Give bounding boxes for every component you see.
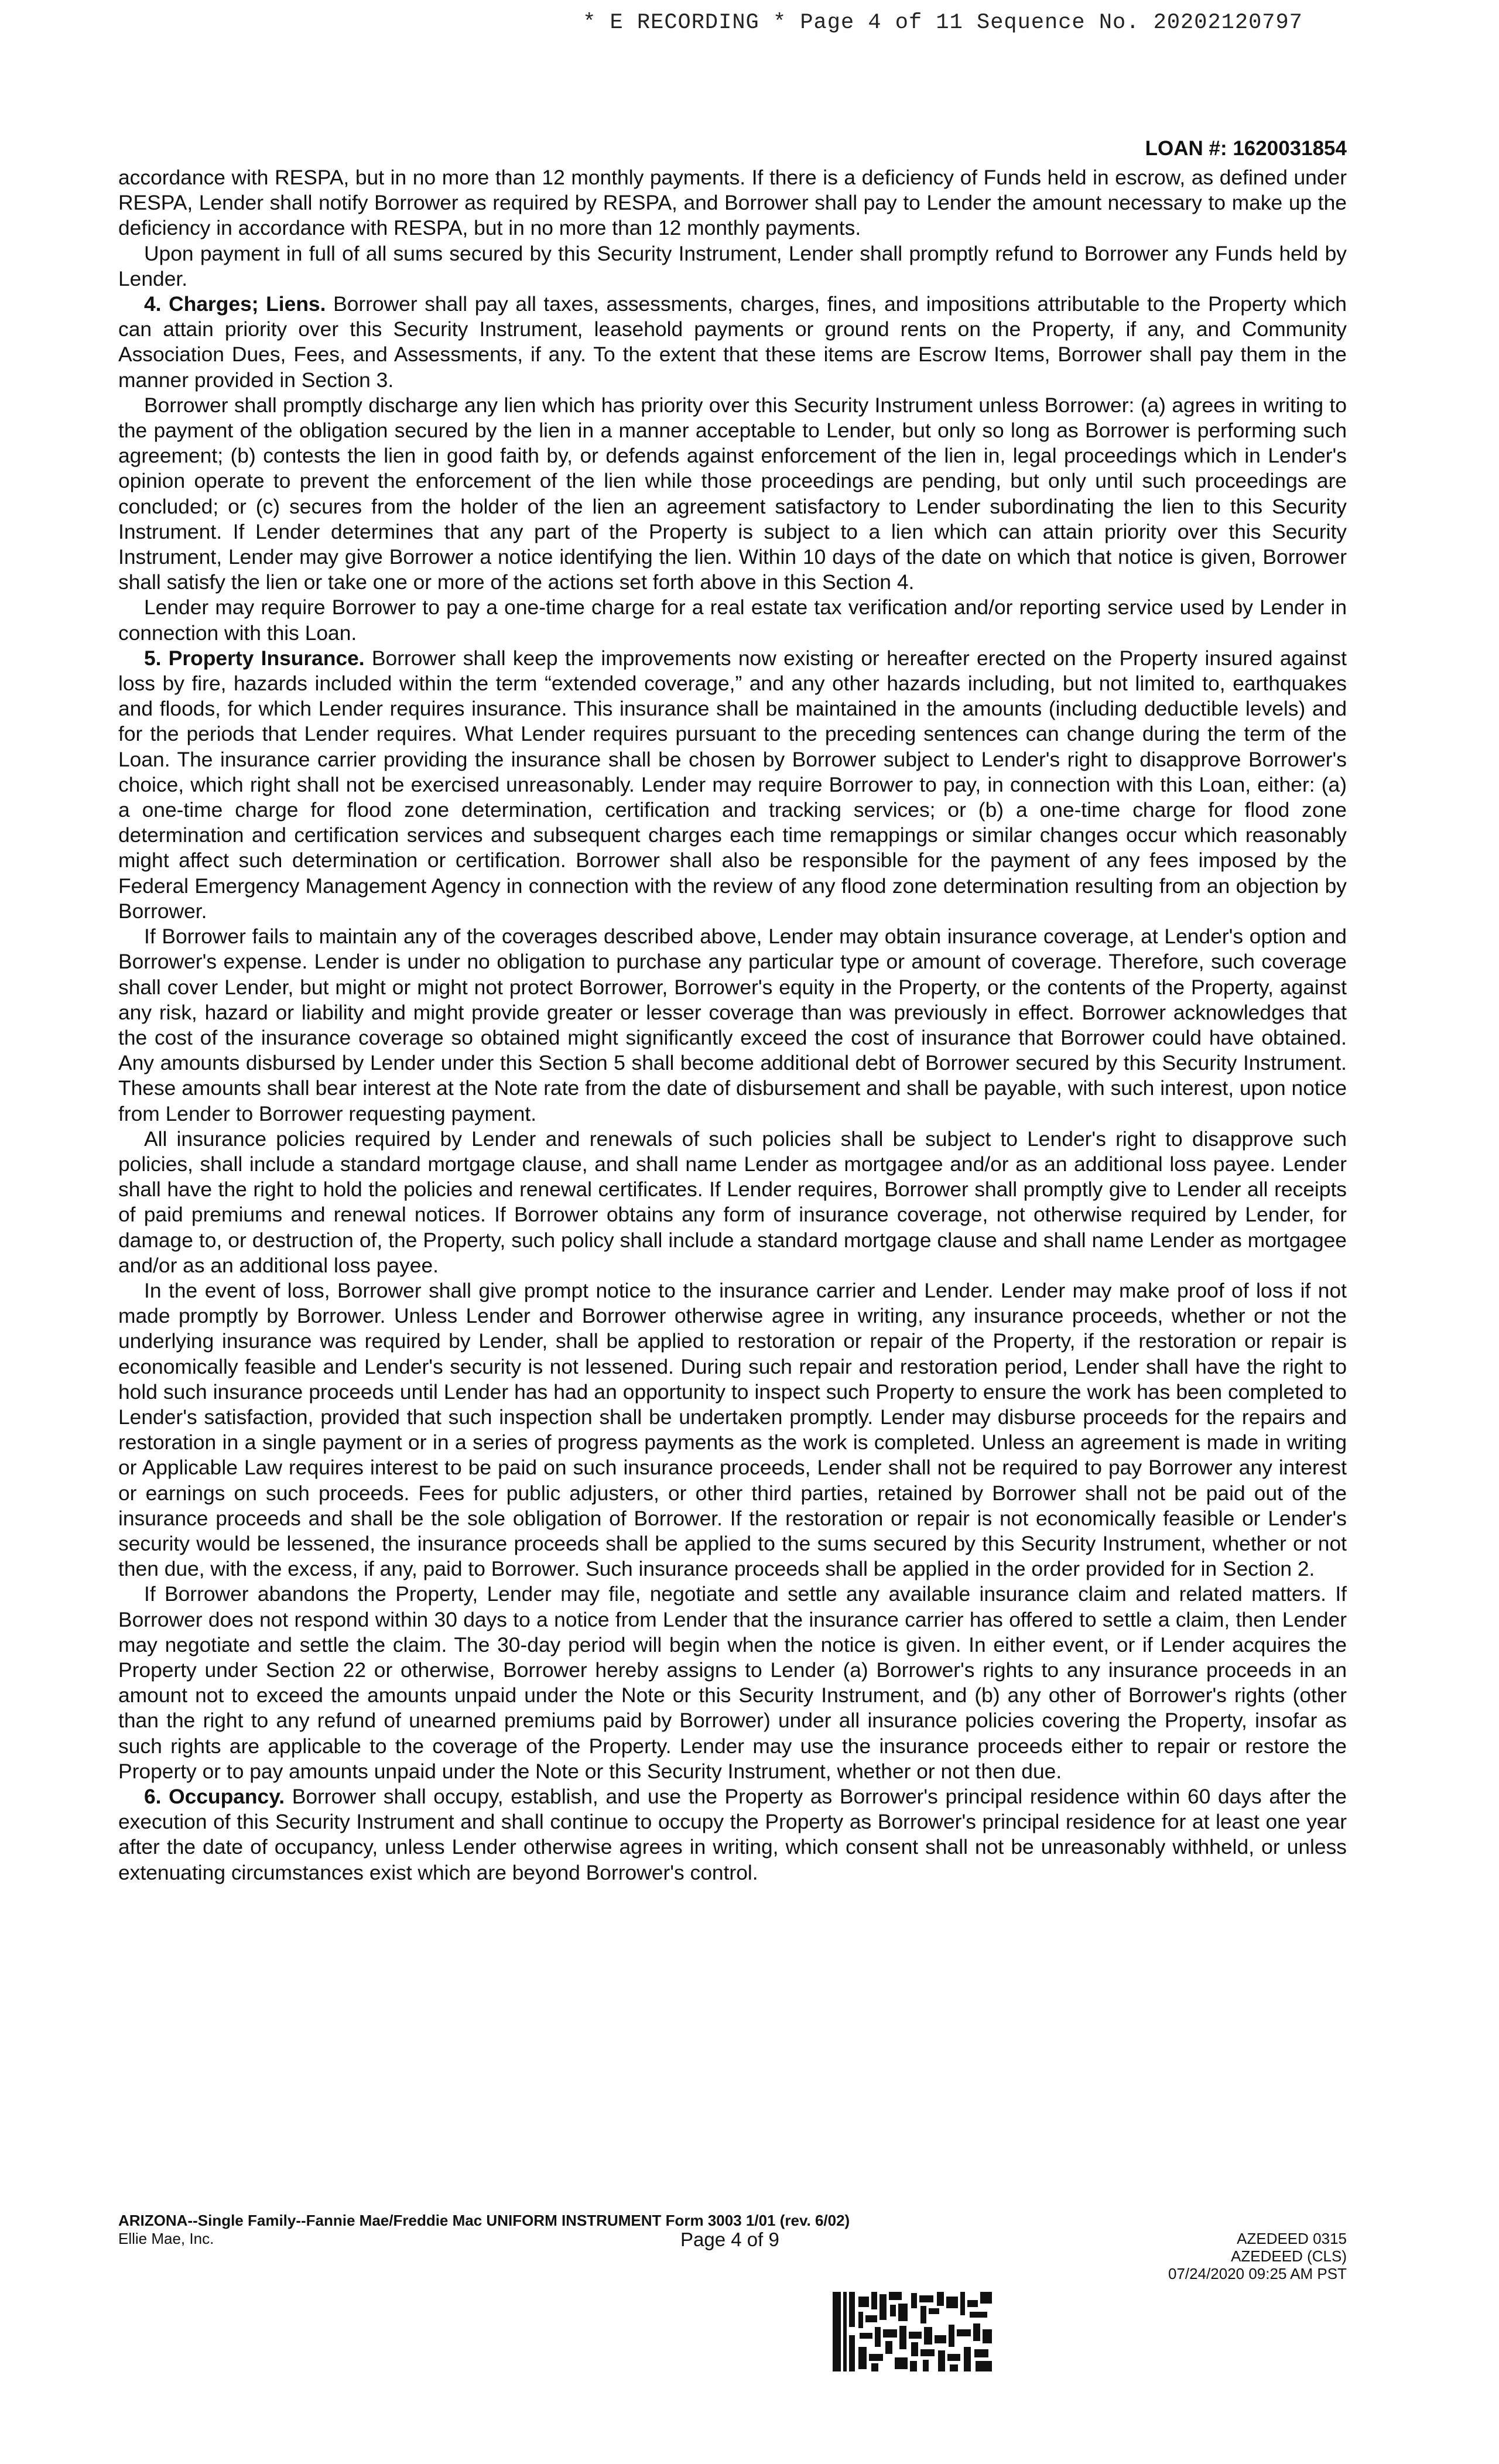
print-timestamp: 07/24/2020 09:25 AM PST [1168,2265,1347,2282]
paragraph-event-of-loss: In the event of loss, Borrower shall give prompt notice to the insurance carrier and Lender. Lender may make proof of loss if not made promptly by Borrower. Unless Lender and Borrower otherwise agree in writing, any insurance proceeds, whether or not the underlying insurance was required by Lender, shall be applied to restoration or repair of the Property, if the restoration or repair is economically feasible and Lender's security is not lessened. During such repair and restoration period, Lender shall have the right to hold such insurance proceeds until Lender has had an opportunity to inspect such Property to ensure the work has been completed to Lender's satisfaction, provided that such inspection shall be undertaken promptly. Lender may disburse proceeds for the repairs and restoration in a single payment or in a series of progress payments as the work is completed. Unless an agreement is made in writing or Applicable Law requires interest to be paid on such insurance proceeds, Lender shall not be required to pay Borrower any interest or earnings on such proceeds. Fees for public adjusters, or other third parties, retained by Borrower shall not be paid out of the insurance proceeds and shall be the sole obligation of Borrower. If the restoration or repair is not economically feasible or Lender's security would be lessened, the insurance proceeds shall be applied to the sums secured by this Security Instrument, whether or not then due, with the excess, if any, paid to Borrower. Such insurance proceeds shall be applied in the order provided for in Section 2. [118,1278,1347,1581]
loan-number: LOAN #: 1620031854 [1145,137,1347,160]
form-code-1: AZEDEED 0315 [1237,2230,1347,2247]
section-5-heading: 5. Property Insurance. [144,646,365,670]
vendor-name: Ellie Mae, Inc. [118,2230,214,2247]
form-codes [1168,2230,1347,2282]
paragraph-respa-deficiency: accordance with RESPA, but in no more than 12 monthly payments. If there is a deficiency of Funds held in escrow, as defined under RESPA, Lender shall notify Borrower as required by RESPA, and Borrower shall pay to Lender the amount necessary to make up the deficiency in accordance with RESPA, but in no more than 12 monthly payments. [118,166,1347,240]
paragraph-insurance-policies: All insurance policies required by Lender and renewals of such policies shall be subject to Lender's right to disapprove such policies, shall include a standard mortgage clause, and shall name Lender as mortgagee and/or as an additional loss payee. Lender shall have the right to hold the policies and renewal certificates. If Lender requires, Borrower shall promptly give to Lender all receipts of paid premiums and renewal notices. If Borrower obtains any form of insurance coverage, not otherwise required by Lender, for damage to, or destruction of, the Property, such policy shall include a standard mortgage clause and shall name Lender as mortgagee and/or as an additional loss payee. [118,1127,1347,1277]
section-4-text: Borrower shall pay all taxes, assessments, charges, fines, and impositions attributable to the Property which can attain priority over this Security Instrument, leasehold payments or ground rents on the Property, if any, and Community Association Dues, Fees, and Assessments, if any. To the extent that these items are Escrow Items, Borrower shall pay them in the manner provided in Section 3. [118,292,1347,392]
recording-header [0,11,1499,35]
paragraph-abandonment: If Borrower abandons the Property, Lender may file, negotiate and settle any available insurance claim and related matters. If Borrower does not respond within 30 days to a notice from Lender that the insurance carrier has offered to settle a claim, then Lender may negotiate and settle the claim. The 30-day period will begin when the notice is given. In either event, or if Lender acquires the Property under Section 22 or otherwise, Borrower hereby assigns to Lender (a) Borrower's rights to any insurance proceeds in an amount not to exceed the amounts unpaid under the Note or this Security Instrument, and (b) any other of Borrower's rights (other than the right to any refund of unearned premiums paid by Borrower) under all insurance policies covering the Property, insofar as such rights are applicable to the coverage of the Property. Lender may use the insurance proceeds either to repair or restore the Property or to pay amounts unpaid under the Note or this Security Instrument, whether or not then due. [118,1582,1347,1783]
section-6-occupancy [118,1784,1347,1885]
section-6-heading: 6. Occupancy. [144,1785,285,1808]
section-6-text: Borrower shall occupy, establish, and use the Property as Borrower's principal residence within 60 days after the execution of this Security Instrument and shall continue to occupy the Property as Borrower's principal residence for at least one year after the date of occupancy, unless Lender otherwise agrees in writing, which consent shall not be unreasonably withheld, or unless extenuating circumstances exist which are beyond Borrower's control. [118,1785,1347,1884]
document-footer [118,2211,1347,2282]
paragraph-tax-verification: Lender may require Borrower to pay a one-time charge for a real estate tax verification and/or reporting service used by Lender in connection with this Loan. [118,596,1347,645]
section-5-property-insurance [118,646,1347,924]
section-4-heading: 4. Charges; Liens. [144,292,326,316]
paragraph-discharge-lien: Borrower shall promptly discharge any lien which has priority over this Security Instrument unless Borrower: (a) agrees in writing to the payment of the obligation secured by the lien in a manner acceptable to Lender, but only so long as Borrower is performing such agreement; (b) contests the lien in good faith by, or defends against enforcement of the lien in, legal proceedings which in Lender's opinion operate to prevent the enforcement of the lien while those proceedings are pending, but only until such proceedings are concluded; or (c) secures from the holder of the lien an agreement satisfactory to Lender subordinating the lien to this Security Instrument. If Lender determines that any part of the Property is subject to a lien which can attain priority over this Security Instrument, Lender may give Borrower a notice identifying the lien. Within 10 days of the date on which that notice is given, Borrower shall satisfy the lien or take one or more of the actions set forth above in this Section 4. [118,393,1347,594]
document-body [118,136,1347,1885]
section-5-text: Borrower shall keep the improvements now existing or hereafter erected on the Property insured against loss by fire, hazards included within the term “extended coverage,” and any other hazards including, but not limited to, earthquakes and floods, for which Lender requires insurance. This insurance shall be maintained in the amounts (including deductible levels) and for the periods that Lender requires. What Lender requires pursuant to the preceding sentences can change during the term of the Loan. The insurance carrier providing the insurance shall be chosen by Borrower subject to Lender's right to disapprove Borrower's choice, which right shall not be exercised unreasonably. Lender may require Borrower to pay, in connection with this Loan, either: (a) a one-time charge for flood zone determination, certification and tracking services; or (b) a one-time charge for flood zone determination and certification services and subsequent charges each time remappings or similar changes occur which reasonably might affect such determination or certification. Borrower shall also be responsible for the payment of any fees imposed by the Federal Emergency Management Agency in connection with the review of any flood zone determination resulting from an objection by Borrower. [118,646,1347,923]
form-identifier: ARIZONA--Single Family--Fannie Mae/Freddie Mac UNIFORM INSTRUMENT Form 3003 1/01 (rev. 6/02) [118,2212,850,2229]
paragraph-coverage-failure: If Borrower fails to maintain any of the coverages described above, Lender may obtain insurance coverage, at Lender's option and Borrower's expense. Lender is under no obligation to purchase any particular type or amount of coverage. Therefore, such coverage shall cover Lender, but might or might not protect Borrower, Borrower's equity in the Property, or the contents of the Property, against any risk, hazard or liability and might provide greater or lesser coverage than was previously in effect. Borrower acknowledges that the cost of the insurance coverage so obtained might significantly exceed the cost of insurance that Borrower could have obtained. Any amounts disbursed by Lender under this Section 5 shall become additional debt of Borrower secured by this Security Instrument. These amounts shall bear interest at the Note rate from the date of disbursement and shall be payable, with such interest, upon notice from Lender to Borrower requesting payment. [118,925,1347,1125]
barcode-icon [829,2288,995,2375]
paragraph-refund-funds: Upon payment in full of all sums secured by this Security Instrument, Lender shall promptly refund to Borrower any Funds held by Lender. [118,241,1347,290]
section-4-charges-liens [118,292,1347,393]
recording-line: * E RECORDING * Page 4 of 11 Sequence No. 20202120797 [583,11,1303,35]
form-code-2: AZEDEED (CLS) [1231,2247,1347,2265]
page-number: Page 4 of 9 [680,2229,779,2250]
